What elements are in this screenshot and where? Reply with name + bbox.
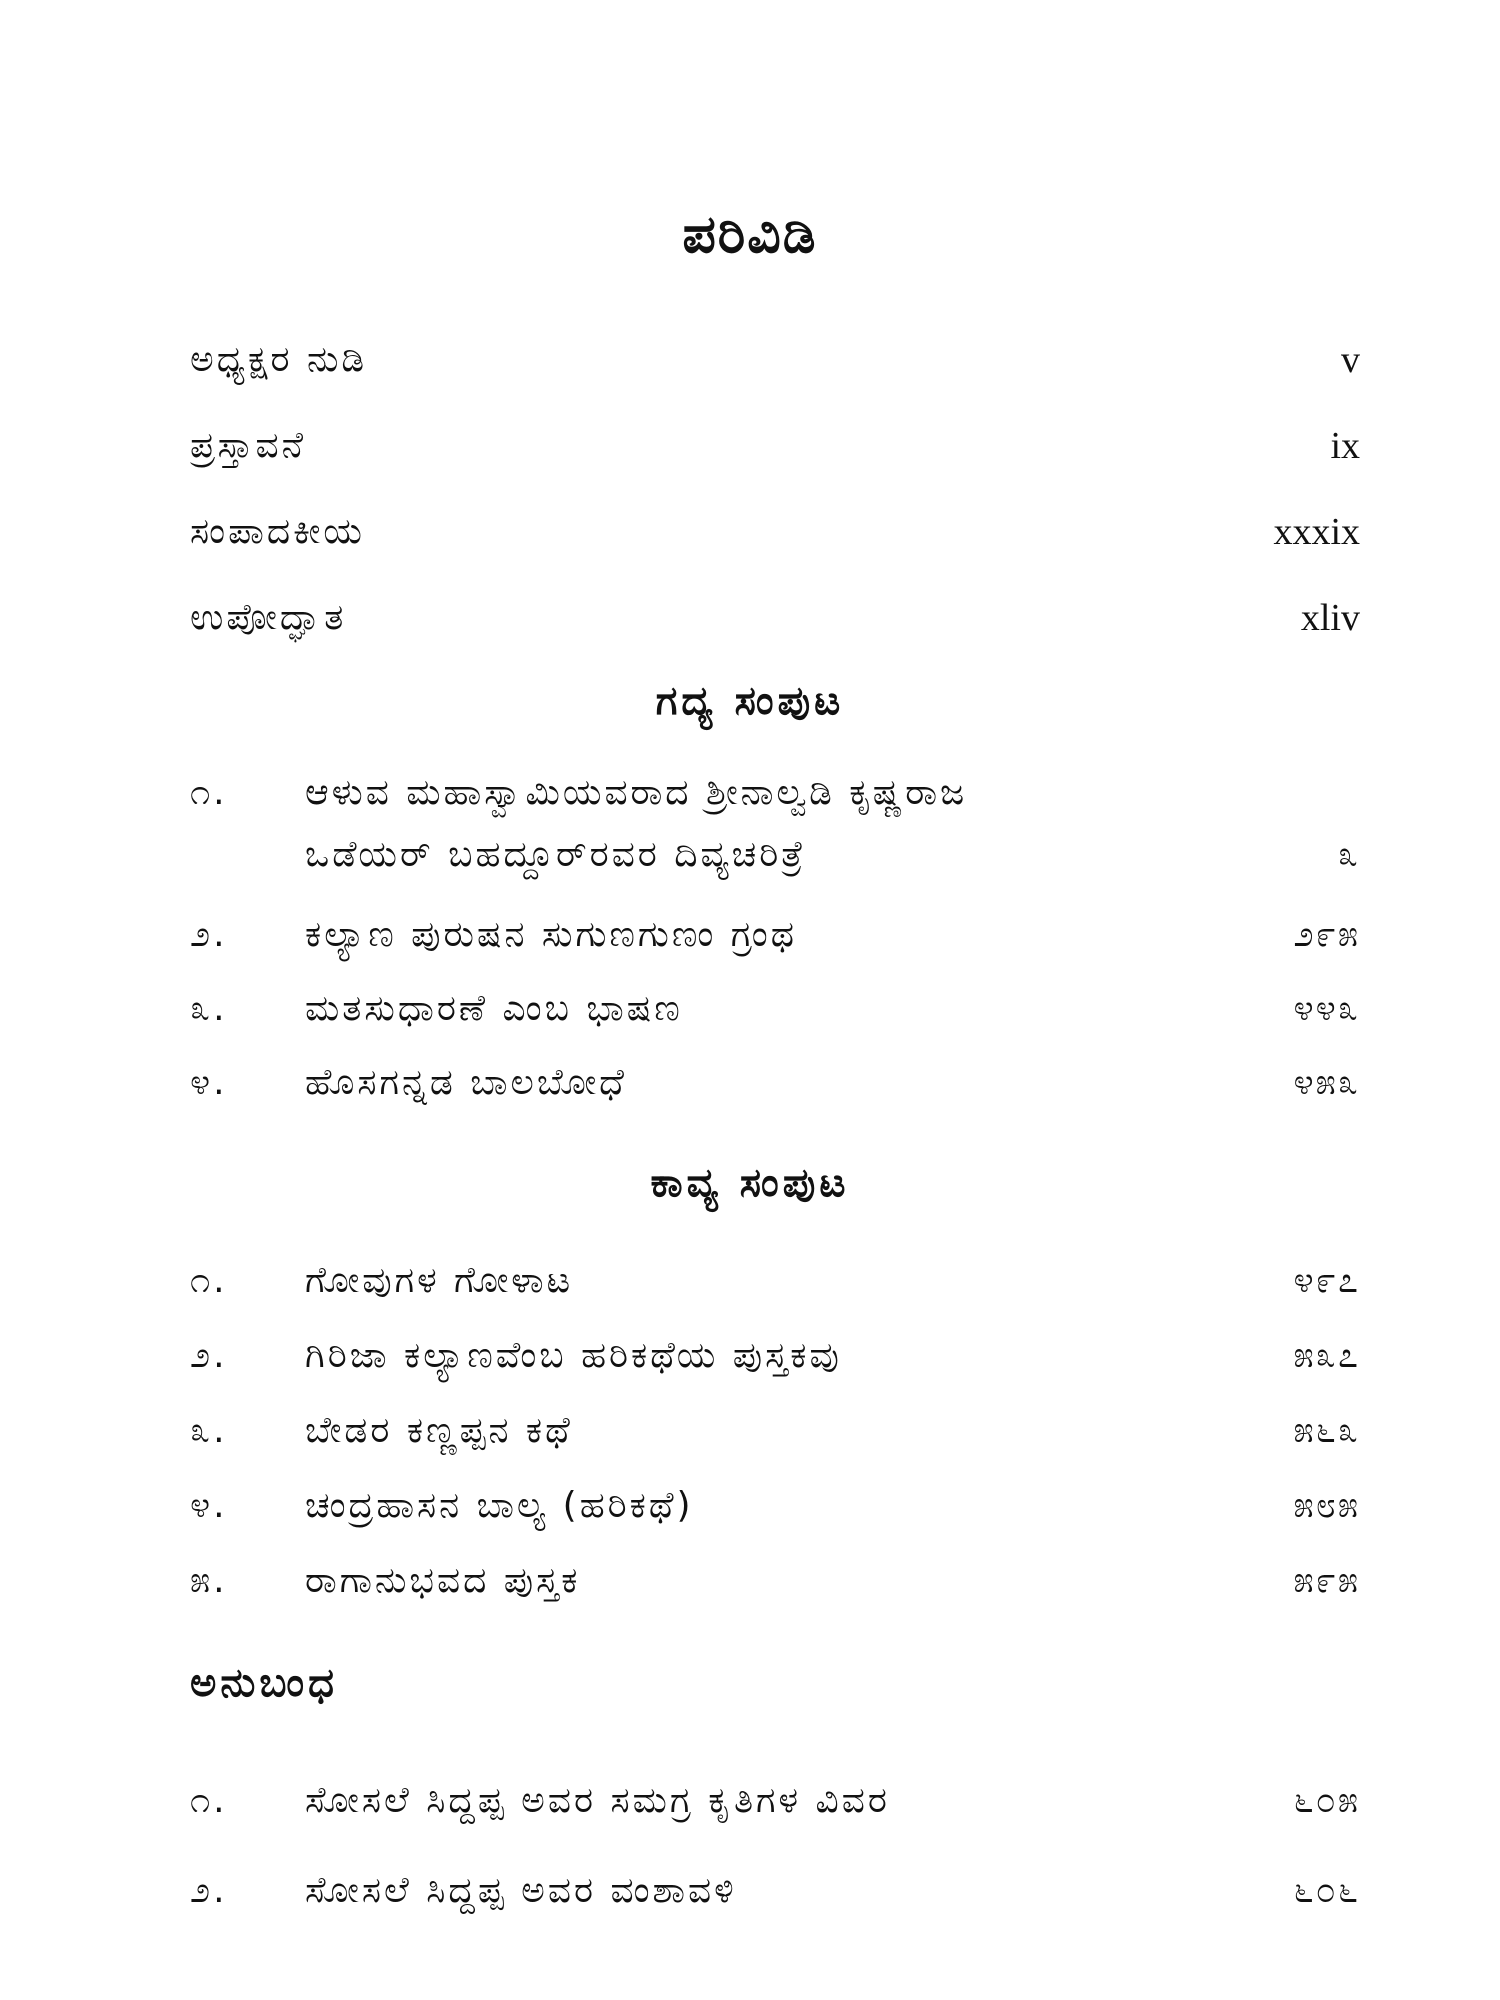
entry-page: v: [1341, 339, 1360, 381]
front-matter-row[interactable]: [190, 588, 1360, 648]
entry-page: ೫೯೫: [1293, 1560, 1360, 1601]
front-matter-row[interactable]: [190, 330, 1360, 390]
entry-number: ೩.: [190, 1410, 228, 1451]
toc-entry[interactable]: [190, 1400, 1360, 1460]
entry-page: xliv: [1300, 597, 1360, 639]
entry-label: ಸಂಪಾದಕೀಯ: [190, 511, 365, 552]
entry-page: ೩: [1337, 834, 1360, 875]
toc-entry[interactable]: [190, 762, 1360, 892]
entry-number: ೨.: [190, 1870, 228, 1911]
entry-page: ೫೮೫: [1293, 1485, 1360, 1526]
entry-title: ಆಳುವ ಮಹಾಸ್ವಾಮಿಯವರಾದ ಶ್ರೀನಾಲ್ವಡಿ ಕೃಷ್ಣರಾಜ: [305, 772, 968, 813]
entry-number: ೫.: [190, 1560, 228, 1601]
entry-page: ix: [1330, 425, 1360, 467]
toc-entry[interactable]: [190, 1052, 1360, 1112]
entry-number: ೧.: [190, 1780, 228, 1821]
toc-entry[interactable]: [190, 1325, 1360, 1385]
section-title-anubandha: ಅನುಬಂಧ: [190, 1660, 338, 1706]
entry-label: ಉಪೋದ್ಘಾತ: [190, 597, 347, 638]
entry-page: ೪೯೭: [1293, 1260, 1360, 1301]
entry-page: ೫೩೭: [1293, 1335, 1360, 1376]
entry-title: ಗೋವುಗಳ ಗೋಳಾಟ: [305, 1260, 574, 1301]
toc-entry[interactable]: [190, 1860, 1360, 1920]
toc-entry[interactable]: [190, 1475, 1360, 1535]
entry-page: ೬೦೬: [1293, 1870, 1360, 1911]
front-matter-row[interactable]: [190, 416, 1360, 476]
entry-label: ಅಧ್ಯಕ್ಷರ ನುಡಿ: [190, 339, 368, 380]
entry-title: ಮತಸುಧಾರಣೆ ಎಂಬ ಭಾಷಣ: [305, 988, 683, 1029]
entry-page: ೬೦೫: [1293, 1780, 1360, 1821]
entry-page: xxxix: [1273, 511, 1360, 553]
entry-number: ೨.: [190, 1335, 228, 1376]
toc-entry[interactable]: [190, 1770, 1360, 1830]
section-title-gadya: ಗದ್ಯ ಸಂಪುಟ: [655, 678, 845, 724]
entry-number: ೪.: [190, 1485, 228, 1526]
toc-entry[interactable]: [190, 1250, 1360, 1310]
entry-title: ಸೋಸಲೆ ಸಿದ್ದಪ್ಪ ಅವರ ಸಮಗ್ರ ಕೃತಿಗಳ ವಿವರ: [305, 1780, 890, 1821]
entry-title: ಹೊಸಗನ್ನಡ ಬಾಲಬೋಧೆ: [305, 1062, 627, 1103]
entry-number: ೧.: [190, 772, 228, 813]
entry-page: ೪೫೩: [1293, 1062, 1360, 1103]
entry-title: ಕಲ್ಯಾಣ ಪುರುಷನ ಸುಗುಣಗುಣಂ ಗ್ರಂಥ: [305, 914, 797, 955]
entry-number: ೪.: [190, 1062, 228, 1103]
entry-label: ಪ್ರಸ್ತಾವನೆ: [190, 425, 307, 466]
entry-page: ೨೯೫: [1293, 914, 1360, 955]
page-title: ಪರಿವಿಡಿ: [682, 205, 818, 265]
entry-title: ಚಂದ್ರಹಾಸನ ಬಾಲ್ಯ (ಹರಿಕಥೆ): [305, 1485, 694, 1526]
entry-page: ೫೬೩: [1293, 1410, 1360, 1451]
entry-page: ೪೪೩: [1293, 988, 1360, 1029]
toc-entry[interactable]: [190, 1550, 1360, 1610]
entry-number: ೩.: [190, 988, 228, 1029]
section-title-kavya: ಕಾವ್ಯ ಸಂಪುಟ: [650, 1160, 850, 1206]
entry-number: ೧.: [190, 1260, 228, 1301]
entry-number: ೨.: [190, 914, 228, 955]
entry-title: ಬೇಡರ ಕಣ್ಣಪ್ಪನ ಕಥೆ: [305, 1410, 573, 1451]
front-matter-row[interactable]: [190, 502, 1360, 562]
toc-entry[interactable]: [190, 904, 1360, 964]
entry-title: ಗಿರಿಜಾ ಕಲ್ಯಾಣವೆಂಬ ಹರಿಕಥೆಯ ಪುಸ್ತಕವು: [305, 1335, 842, 1376]
toc-entry[interactable]: [190, 978, 1360, 1038]
entry-title: ರಾಗಾನುಭವದ ಪುಸ್ತಕ: [305, 1560, 581, 1601]
entry-title: ಸೋಸಲೆ ಸಿದ್ದಪ್ಪ ಅವರ ವಂಶಾವಳಿ: [305, 1870, 737, 1911]
entry-title-continued: ಒಡೆಯರ್ ಬಹದ್ದೂರ್‌ರವರ ದಿವ್ಯಚರಿತ್ರೆ: [305, 834, 807, 875]
